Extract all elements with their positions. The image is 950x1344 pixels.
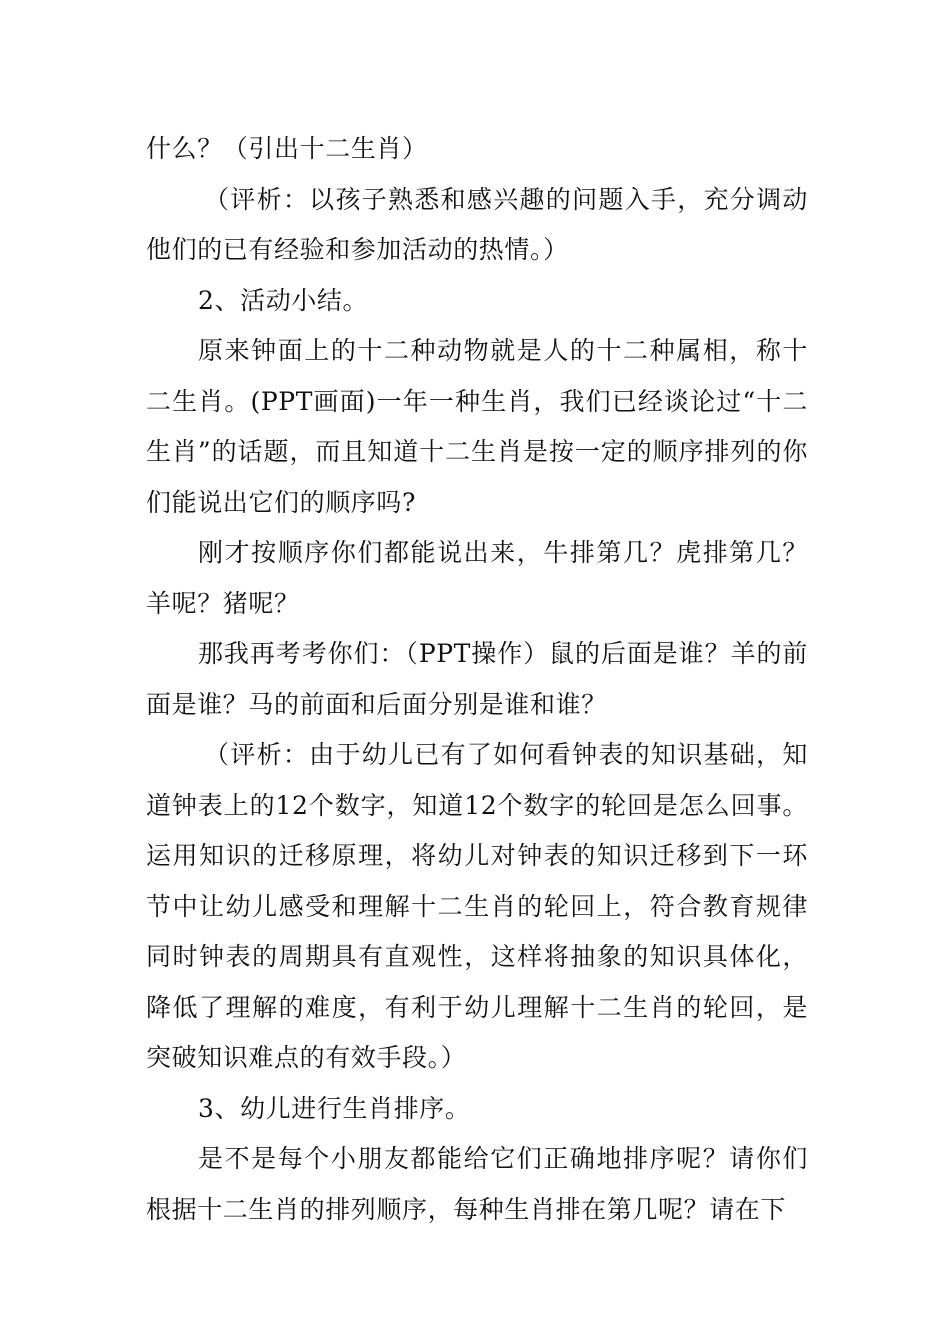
paragraph: 是不是每个小朋友都能给它们正确地排序呢？请你们根据十二生肖的排列顺序，每种生肖排在第几呢？请在下 [146,1144,808,1224]
paragraph: 原来钟面上的十二种动物就是人的十二种属相，称十二生肖。(PPT画面)一年一种生肖，我们已经谈论过“十二生肖”的话题，而且知道十二生肖是按一定的顺序排列的你们能说出它们的顺序吗? [146,336,808,517]
section-heading: 3、幼儿进行生肖排序。 [198,1093,471,1123]
paragraph: （评析：以孩子熟悉和感兴趣的问题入手，充分调动他们的已有经验和参加活动的热情。） [146,184,808,264]
paragraph: 那我再考考你们：（PPT操作）鼠的后面是谁？羊的前面是谁？马的前面和后面分别是谁和谁？ [146,639,808,719]
paragraph: 刚才按顺序你们都能说出来，牛排第几？虎排第几？羊呢？猪呢？ [146,538,808,618]
paragraph: 什么？（引出十二生肖） [146,134,428,163]
document-body [146,124,808,1235]
section-heading: 2、活动小结。 [198,285,369,315]
paragraph: （评析：由于幼儿已有了如何看钟表的知识基础，知道钟表上的12个数字，知道12个数字的轮回是怎么回事。运用知识的迁移原理，将幼儿对钟表的知识迁移到下一环节中让幼儿感受和理解十二生肖的轮回上，符合教育规律同时钟表的周期具有直观性，这样将抽象的知识具体化，降低了理解的难度，有利于幼儿理解十二生肖的轮回，是突破知识难点的有效手段。） [146,740,808,1072]
